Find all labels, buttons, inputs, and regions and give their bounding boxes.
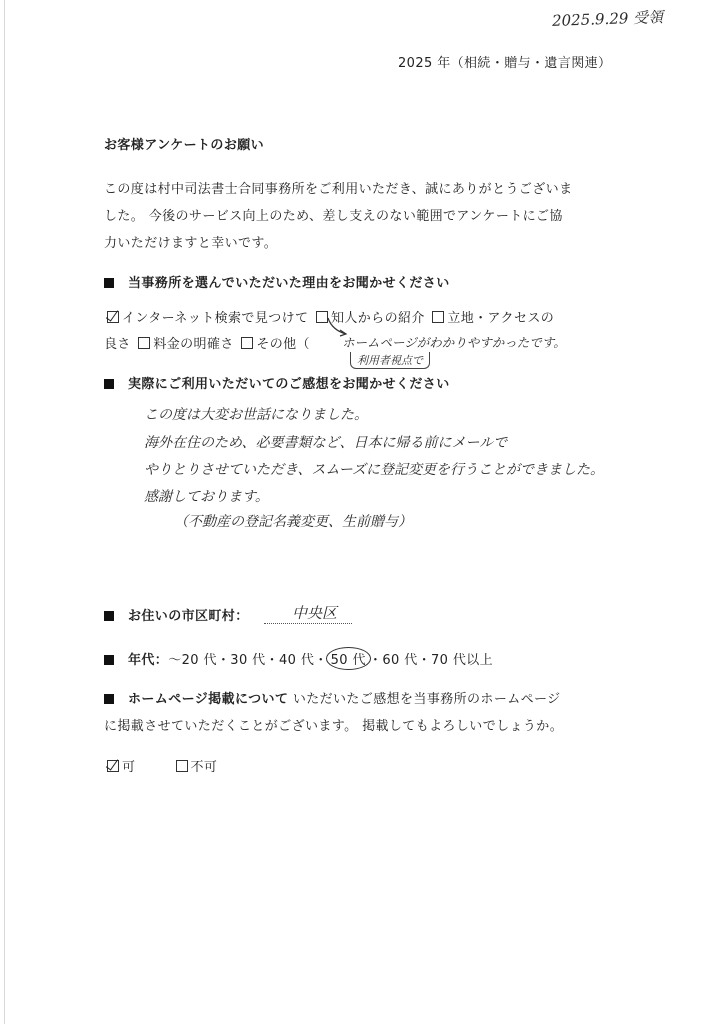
answer-line: 海外在住のため、必要書類など、日本に帰る前にメールで (144, 435, 508, 451)
answer-line: この度は大変お世話になりました。 (144, 407, 368, 423)
checkbox-location[interactable] (432, 311, 444, 323)
received-stamp-date: 2025.9.29 受領 (551, 8, 664, 30)
residence-answer: 中央区 (292, 604, 338, 622)
checkbox-publish-no[interactable] (176, 760, 188, 772)
option-label-no: 不可 (190, 760, 218, 775)
scan-edge-mark (4, 0, 5, 1024)
intro-line: した。 今後のサービス向上のため、差し支えのない範囲でアンケートにご協 (104, 209, 563, 224)
bullet-square-icon (104, 379, 114, 389)
option-label: 良さ (104, 337, 131, 352)
section-heading-reason: 当事務所を選んでいただいた理由をお聞かせください (104, 272, 450, 291)
option-label: その他（ (256, 337, 310, 352)
checkbox-internet-search[interactable] (107, 311, 119, 323)
intro-line: 力いただけますと幸いです。 (104, 236, 278, 251)
checkbox-publish-yes[interactable] (107, 760, 119, 772)
handwritten-other-answer: ホームページがわかりやすかったです。 (342, 335, 566, 350)
option-label: 料金の明確さ (153, 337, 234, 352)
bullet-square-icon (104, 655, 114, 665)
handwritten-insert-note: 利用者視点で (350, 352, 430, 369)
bullet-square-icon (104, 278, 114, 288)
answer-line: （不動産の登記名義変更、生前贈与） (174, 514, 412, 530)
document-header: 2025 年（相続・贈与・遺言関連） (398, 56, 612, 71)
age-selected-circle[interactable]: 50 代 (326, 647, 371, 670)
section-residence: お住いの市区町村： (104, 605, 249, 624)
bullet-square-icon (104, 611, 114, 621)
homepage-text-line-2: に掲載させていただくことがございます。 掲載してもよろしいでしょうか。 (104, 719, 564, 734)
insert-arrow-icon (326, 316, 350, 338)
option-label-yes: 可 (122, 760, 136, 775)
bullet-square-icon (104, 694, 114, 704)
checkbox-other[interactable] (241, 337, 253, 349)
section-heading-impressions: 実際にご利用いただいてのご感想をお聞かせください (104, 373, 450, 392)
page-title: お客様アンケートのお願い (104, 138, 265, 153)
option-label: インターネット検索で見つけて (122, 311, 309, 326)
reason-options-line-2 (104, 333, 310, 352)
section-homepage: ホームページ掲載について いただいたご感想を当事務所のホームページ (104, 688, 561, 707)
answer-line: やりとりさせていただき、スムーズに登記変更を行うことができました。 (144, 462, 605, 478)
option-label: 立地・アクセスの (447, 311, 555, 326)
answer-line: 感謝しております。 (144, 489, 269, 505)
publish-options (104, 756, 217, 775)
intro-line: この度は村中司法書士合同事務所をご利用いただき、誠にありがとうございま (104, 182, 573, 197)
checkbox-price[interactable] (138, 337, 150, 349)
option-label: 知人からの紹介 (330, 311, 425, 326)
section-age: 年代：～20 代・30 代・40 代・ 50 代 ・60 代・70 代以上 (104, 649, 493, 668)
